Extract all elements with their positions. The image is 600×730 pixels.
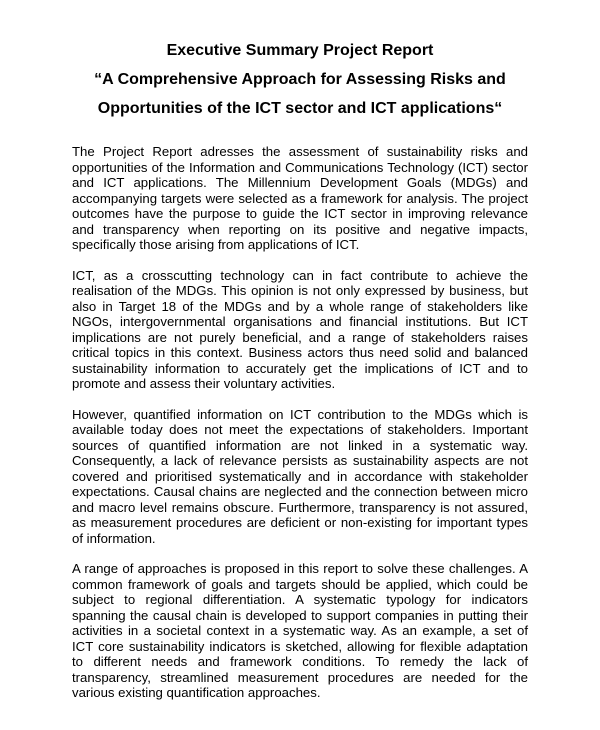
paragraph-ict-contribution: ICT, as a crosscutting technology can in fact contribute to achieve the realisation of the MDGs. This opinion is not only expressed by business, but also in Target 18 of the MDGs and by a whole range of stakeholders like NGOs, intergovernmental organisations and financial institutions. But ICT implications are not purely beneficial, and a range of stakeholders raises critical topics in this context. Business actors thus need solid and balanced sustainability information to accurately get the implications of ICT and to promote and assess their voluntary activities. — [72, 267, 528, 391]
paragraph-quantified-information: However, quantified information on ICT contribution to the MDGs which is available today does not meet the expectations of stakeholders. Important sources of quantified information are not linked in a systematic way. Consequently, a lack of relevance persists as sustainability aspects are not covered and prioritised systematically and in accordance with stakeholder expectations. Causal chains are neglected and the connection between micro and macro level remains obscure. Furthermore, transparency is not assured, as measurement procedures are deficient or non-existing for important types of information. — [72, 406, 528, 546]
report-body — [72, 144, 528, 701]
paragraph-approaches: A range of approaches is proposed in this report to solve these challenges. A common framework of goals and targets should be applied, which could be subject to regional differentiation. A systematic typology for indicators spanning the causal chain is developed to support companies in putting their activities in a societal context in a systematic way. As an example, a set of ICT core sustainability indicators is sketched, allowing for flexible adaptation to different needs and framework conditions. To remedy the lack of transparency, streamlined measurement procedures are needed for the various existing quantification approaches. — [72, 561, 528, 700]
report-header — [72, 40, 528, 120]
report-title: Executive Summary Project Report — [166, 42, 434, 59]
report-subtitle-line1: “A Comprehensive Approach for Assessing Risks and — [94, 71, 506, 88]
report-subtitle-line2: Opportunities of the ICT sector and ICT applications“ — [97, 100, 503, 117]
paragraph-introduction: The Project Report adresses the assessment of sustainability risks and opportunities of the Information and Communications Technology (ICT) sector and ICT applications. The Millennium Development Goals (MDGs) and accompanying targets were selected as a framework for analysis. The project outcomes have the purpose to guide the ICT sector in improving relevance and transparency when reporting on its positive and negative impacts, specifically those arising from applications of ICT. — [72, 144, 528, 252]
